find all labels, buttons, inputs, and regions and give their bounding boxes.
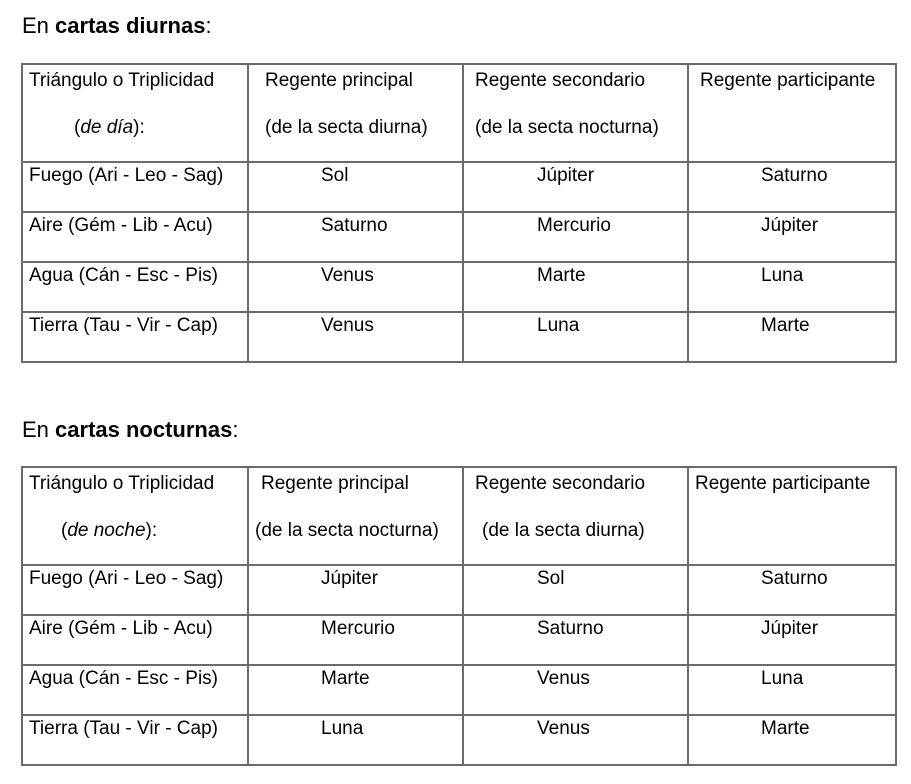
header-secondary-line2: (de la secta diurna) bbox=[482, 520, 645, 541]
cell-participating: Luna bbox=[688, 262, 896, 312]
cell-principal: Mercurio bbox=[248, 615, 463, 665]
cell-principal: Marte bbox=[248, 665, 463, 715]
heading-bold: cartas nocturnas bbox=[55, 417, 233, 442]
table-row bbox=[22, 665, 896, 715]
header-principal-line1: Regente principal bbox=[261, 473, 409, 494]
header-triplicity-line1: Triángulo o Triplicidad bbox=[29, 70, 215, 91]
cell-principal: Venus bbox=[248, 262, 463, 312]
header-triplicity-line2: (de noche): bbox=[61, 520, 158, 541]
cell-participating: Júpiter bbox=[688, 212, 896, 262]
table-header-row bbox=[22, 467, 896, 565]
header-cell-triplicity bbox=[22, 64, 248, 162]
cell-triplicity: Agua (Cán - Esc - Pis) bbox=[22, 262, 248, 312]
cell-secondary: Luna bbox=[463, 312, 688, 362]
cell-triplicity: Fuego (Ari - Leo - Sag) bbox=[22, 162, 248, 212]
cell-secondary: Saturno bbox=[463, 615, 688, 665]
header-triplicity-line2: (de día): bbox=[74, 117, 145, 138]
cell-secondary: Mercurio bbox=[463, 212, 688, 262]
cell-secondary: Sol bbox=[463, 565, 688, 615]
heading-bold: cartas diurnas bbox=[55, 13, 206, 38]
cell-triplicity: Fuego (Ari - Leo - Sag) bbox=[22, 565, 248, 615]
cell-secondary: Venus bbox=[463, 665, 688, 715]
heading-day-charts bbox=[22, 13, 212, 39]
cell-triplicity: Tierra (Tau - Vir - Cap) bbox=[22, 312, 248, 362]
table-row bbox=[22, 262, 896, 312]
cell-participating: Luna bbox=[688, 665, 896, 715]
header-principal-line1: Regente principal bbox=[265, 70, 413, 91]
table-row bbox=[22, 312, 896, 362]
header-secondary-line2: (de la secta nocturna) bbox=[475, 117, 659, 138]
cell-participating: Marte bbox=[688, 312, 896, 362]
cell-secondary: Marte bbox=[463, 262, 688, 312]
triplicity-table-night bbox=[21, 466, 897, 766]
cell-triplicity: Tierra (Tau - Vir - Cap) bbox=[22, 715, 248, 765]
triplicity-table-day bbox=[21, 63, 897, 363]
table-row bbox=[22, 212, 896, 262]
cell-principal: Sol bbox=[248, 162, 463, 212]
cell-principal: Saturno bbox=[248, 212, 463, 262]
cell-principal: Luna bbox=[248, 715, 463, 765]
heading-suffix: : bbox=[205, 13, 212, 38]
header-cell-principal bbox=[248, 467, 463, 565]
table-row bbox=[22, 615, 896, 665]
cell-participating: Marte bbox=[688, 715, 896, 765]
cell-participating: Júpiter bbox=[688, 615, 896, 665]
header-participating-line1: Regente participante bbox=[700, 70, 876, 91]
header-cell-participating bbox=[688, 64, 896, 162]
header-principal-line2: (de la secta diurna) bbox=[265, 117, 428, 138]
table-row bbox=[22, 162, 896, 212]
heading-suffix: : bbox=[232, 417, 239, 442]
header-participating-line1: Regente participante bbox=[695, 473, 871, 494]
header-cell-triplicity bbox=[22, 467, 248, 565]
heading-night-charts bbox=[22, 417, 238, 443]
cell-participating: Saturno bbox=[688, 565, 896, 615]
header-secondary-line1: Regente secondario bbox=[475, 473, 646, 494]
header-secondary-line1: Regente secondario bbox=[475, 70, 646, 91]
cell-principal: Venus bbox=[248, 312, 463, 362]
header-cell-secondary bbox=[463, 64, 688, 162]
cell-principal: Júpiter bbox=[248, 565, 463, 615]
header-cell-principal bbox=[248, 64, 463, 162]
cell-participating: Saturno bbox=[688, 162, 896, 212]
header-triplicity-line1: Triángulo o Triplicidad bbox=[29, 473, 215, 494]
heading-prefix: En bbox=[22, 417, 56, 442]
header-principal-line2: (de la secta nocturna) bbox=[255, 520, 439, 541]
cell-secondary: Venus bbox=[463, 715, 688, 765]
cell-secondary: Júpiter bbox=[463, 162, 688, 212]
cell-triplicity: Aire (Gém - Lib - Acu) bbox=[22, 615, 248, 665]
heading-prefix: En bbox=[22, 13, 56, 38]
cell-triplicity: Aire (Gém - Lib - Acu) bbox=[22, 212, 248, 262]
cell-triplicity: Agua (Cán - Esc - Pis) bbox=[22, 665, 248, 715]
table-row bbox=[22, 565, 896, 615]
header-cell-participating bbox=[688, 467, 896, 565]
header-cell-secondary bbox=[463, 467, 688, 565]
table-row bbox=[22, 715, 896, 765]
table-header-row bbox=[22, 64, 896, 162]
